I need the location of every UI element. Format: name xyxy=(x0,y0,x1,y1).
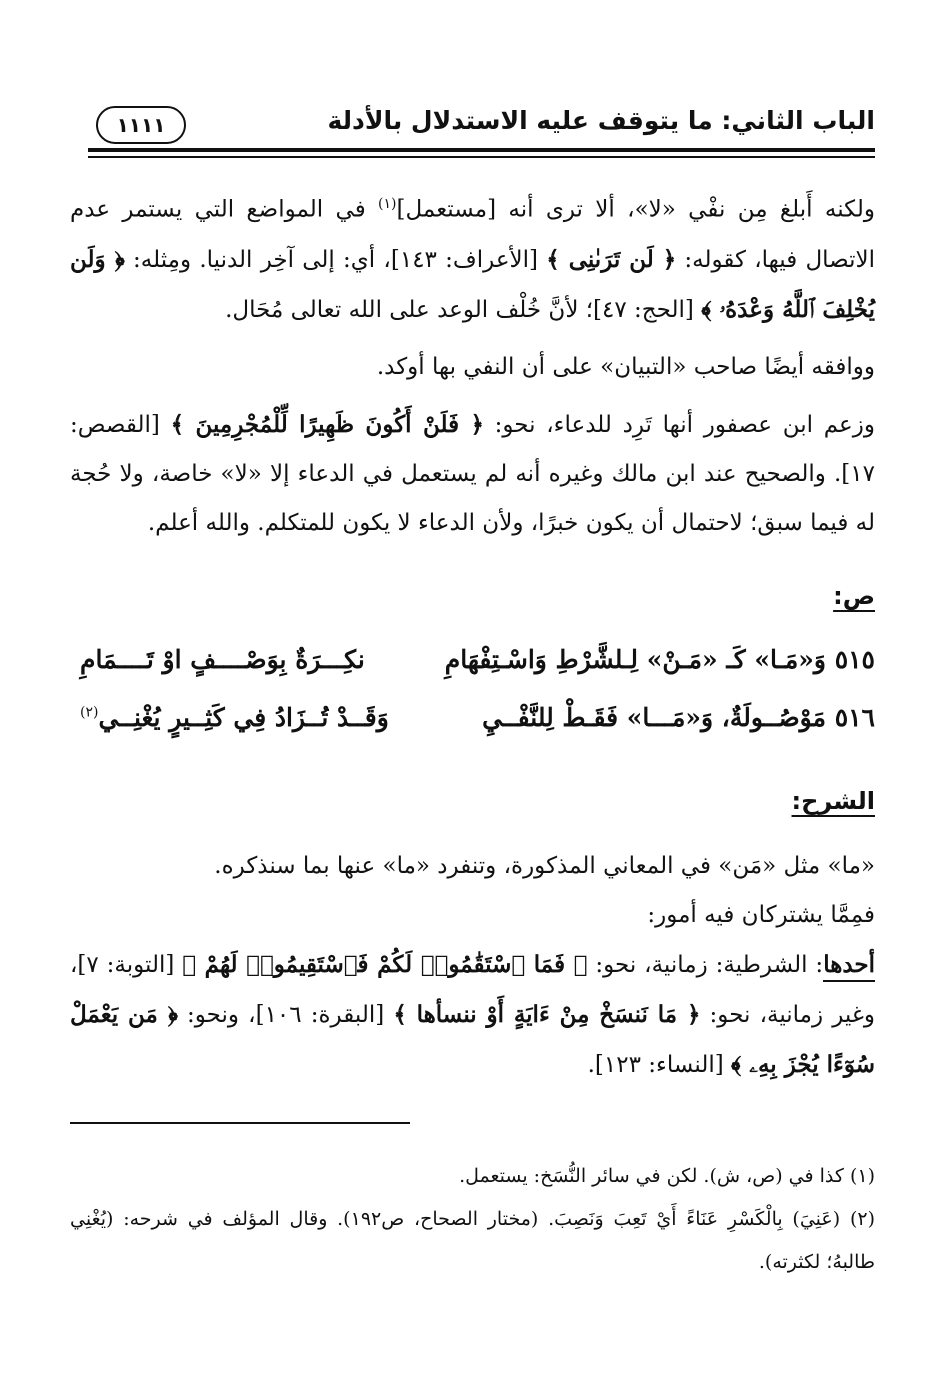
footnote-2: (٢) (عَنِيَ) بِالْكَسْرِ عَنَاءً أَيْ تَعِبَ وَنَصِبَ. (مختار الصحاح، ص١٩٢). وقال المؤلف في شرحه: (يُغْنِي طالبهُ؛ لكثرته). xyxy=(70,1208,875,1273)
quran-verse: ﴿ مَن يَعْمَلْ سُوٓءًا يُجْزَ بِهِۦ ﴾ xyxy=(70,1000,875,1078)
chapter-title: الباب الثاني: ما يتوقف عليه الاستدلال بالأدلة xyxy=(327,106,875,135)
text-run: [القصص: ١٧]. والصحيح عند ابن مالك وغيره أنه لم يستعمل في الدعاء إلا «لا» خاصة، ولا حُجة له فيما سبق؛ لاحتمال أن يكون خبرًا، ولأن الدعاء لا يكون للمتكلم. والله أعلم. xyxy=(70,411,875,536)
text-run: «ما» مثل «مَن» في المعاني المذكورة، وتنفرد «ما» عنها بما سنذكره. xyxy=(214,852,875,879)
text-run: [الحج: ٤٧]؛ لأنَّ خُلْف الوعد على الله تعالى مُحَال. xyxy=(225,296,702,323)
footnote-ref-2: (٢) xyxy=(80,704,99,721)
text-run: [البقرة: ١٠٦]، ونحو: xyxy=(177,1001,394,1028)
text-run: ووافقه أيضًا صاحب «التبيان» على أن النفي بها أوكد. xyxy=(376,353,875,380)
verse-number: ٥١٦ xyxy=(834,702,875,732)
text-run: ولكنه أَبلغ مِن نفْي «لا»، ألا ترى أنه [مستعمل] xyxy=(396,196,875,223)
text-run: وزعم ابن عصفور أنها تَرِد للدعاء، نحو: xyxy=(483,411,875,438)
text-run: [النساء: ١٢٣]. xyxy=(587,1051,732,1078)
page-number-badge: ١١١١ xyxy=(96,106,186,144)
footnote-ref-1: (١) xyxy=(378,196,397,212)
sharh-paragraph-3 xyxy=(70,940,875,1090)
hemistich-text: مَوْصُــولَةٌ، وَ«مَـــا» فَقَـطْ لِلنَّفْــيِ xyxy=(482,702,826,732)
text-run: في المواضع التي يستمر عدم الاتصال فيها، كقوله: xyxy=(70,196,876,273)
paragraph-1 xyxy=(70,180,875,335)
verse-first-hemistich xyxy=(445,645,875,674)
footnotes xyxy=(70,1155,875,1284)
sharh-heading-block xyxy=(70,781,875,824)
verse-number: ٥١٥ xyxy=(834,644,875,674)
text-run: [التوبة: ٧]، وغير زمانية، نحو: xyxy=(70,951,876,1028)
text-run: [الأعراف: ١٤٣]، أي: إلى آخِر الدنيا. ومِثله: xyxy=(124,246,547,273)
header-rule-thin xyxy=(88,156,875,158)
footnote-divider xyxy=(70,1122,410,1124)
paragraph-2 xyxy=(70,343,875,392)
hemistich-text: وَقَــدْ تُــزَادُ فِي كَثِــيرٍ يُغْنِــي xyxy=(98,702,389,732)
hemistich-text: وَ«مَـا» كَـ «مَـنْ» لِـلشَّرْطِ وَاسْـتِفْهَامِ xyxy=(444,644,826,674)
header-rule-thick xyxy=(88,148,875,152)
verse-heading: ص: xyxy=(833,581,875,610)
verse-second-hemistich xyxy=(80,703,389,732)
paragraph-3 xyxy=(70,400,875,548)
footnote-1: (١) كذا في (ص، ش). لكن في سائر النُّسَخ: يستعمل. xyxy=(459,1165,875,1187)
quran-verse: ﴿ فَمَا ٱسْتَقَٰمُوا۟ لَكُمْ فَٱسْتَقِيمُوا۟ لَهُمْ ﴾ xyxy=(182,950,588,978)
verse-first-hemistich xyxy=(482,703,875,732)
poem-verse xyxy=(70,695,875,753)
text-run: : الشرطية: زمانية، نحو: xyxy=(587,951,824,978)
text-run: فمِمَّا يشتركان فيه أمور: xyxy=(647,901,875,928)
sharh-heading: الشرح: xyxy=(791,786,875,815)
lead-word: أحدها xyxy=(823,951,875,982)
main-text xyxy=(70,180,875,1090)
poem-verse xyxy=(70,637,875,695)
verse-second-hemistich: نكِـــرَةٌ بِوَصْــــفٍ اوْ تَــــمَامِ xyxy=(80,644,365,674)
quran-verse: ﴿ مَا نَنسَخْ مِنْ ءَايَةٍ أَوْ ننسأها ﴾ xyxy=(393,1000,701,1028)
sharh-paragraph-2 xyxy=(70,891,875,940)
page-header xyxy=(88,100,875,160)
quran-verse: ﴿ لَن تَرَىٰنِى ﴾ xyxy=(546,245,677,273)
quran-verse: ﴿ وَلَن يُخْلِفَ ٱللَّهُ وَعْدَهُۥ ﴾ xyxy=(70,245,875,323)
sharh-paragraph-1 xyxy=(70,842,875,891)
quran-verse: ﴿ فَلَنْ أَكُونَ ظَهِيرًا لِّلْمُجْرِمِينَ ﴾ xyxy=(170,410,484,438)
verse-heading-block xyxy=(70,576,875,619)
